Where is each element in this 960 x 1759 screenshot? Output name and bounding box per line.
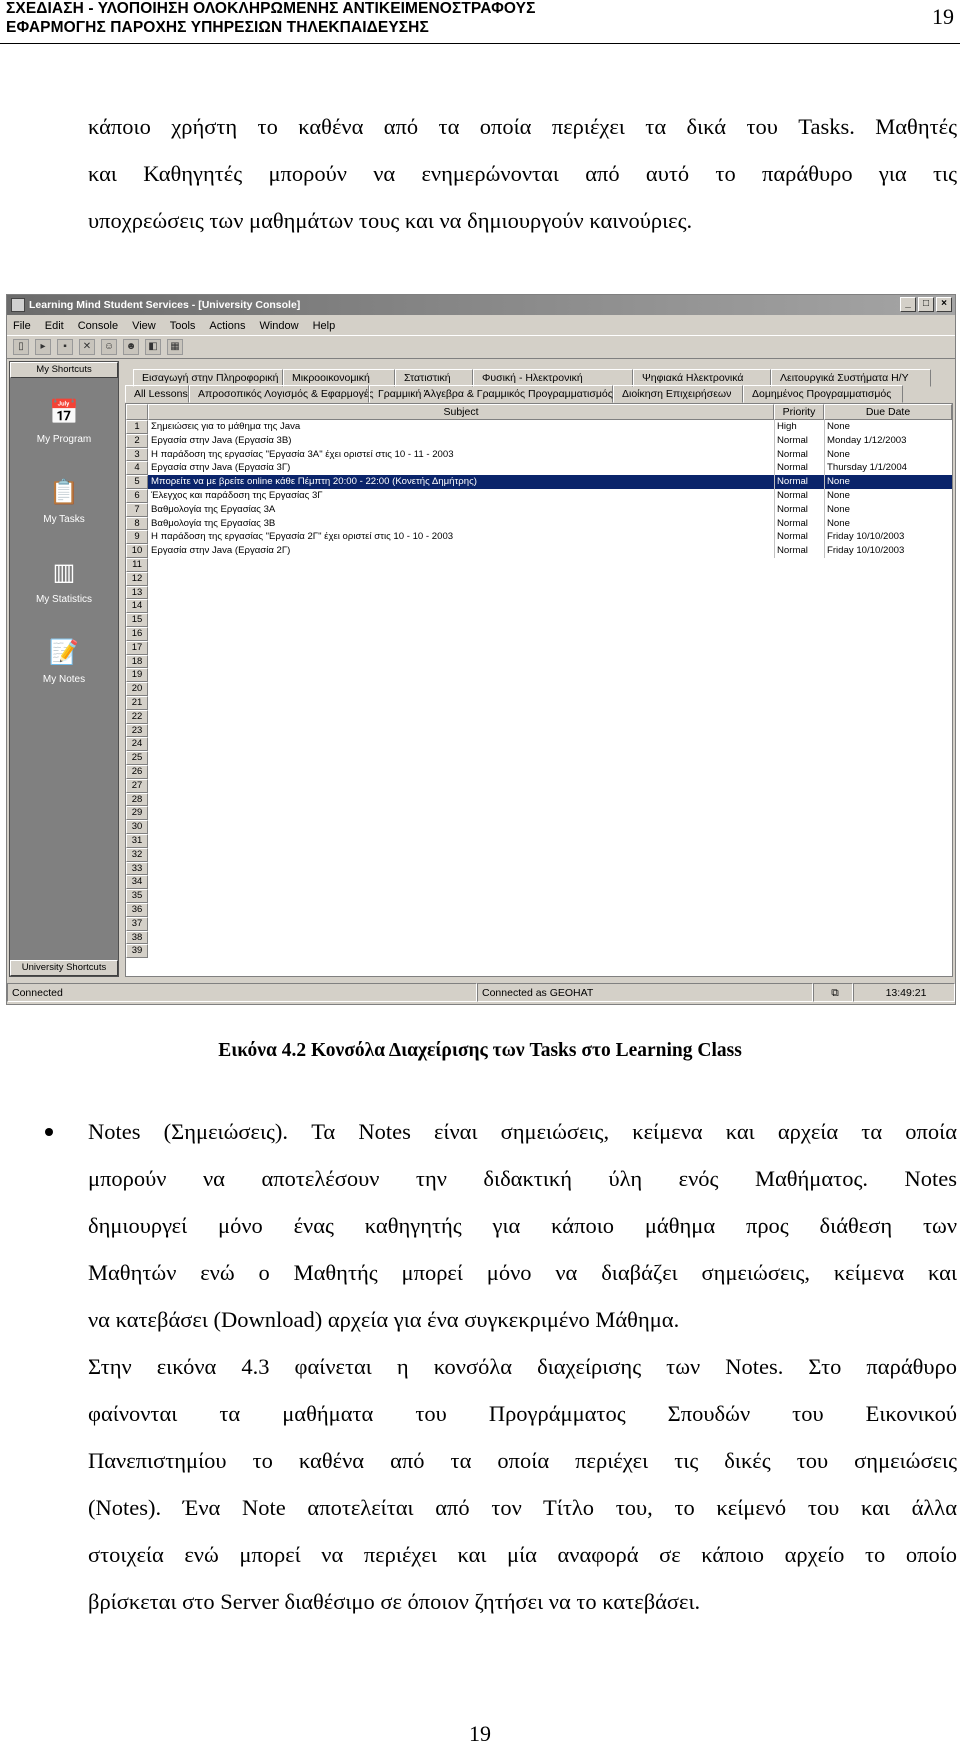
minimize-button[interactable]: _ (900, 297, 916, 312)
text-line: μπορούν να αποτελέσουν την διδακτική ύλη ενός Μαθήματος. Notes (88, 1166, 957, 1191)
table-row[interactable] (126, 862, 952, 876)
task-priority: Normal (777, 490, 808, 501)
table-row[interactable] (126, 917, 952, 931)
header-title-line2: ΕΦΑΡΜΟΓΗΣ ΠΑΡΟΧΗΣ ΥΠΗΡΕΣΙΩΝ ΤΗΛΕΚΠΑΙΔΕΥΣΗΣ (6, 19, 429, 36)
task-subject: Εργασία στην Java (Εργασία 3Β) (151, 434, 292, 446)
task-due-date: Thursday 1/1/2004 (827, 462, 908, 474)
task-subject: Έλεγχος και παράδοση της Εργασίας 3Γ (151, 490, 323, 501)
row-number: 34 (126, 875, 148, 889)
maximize-button[interactable]: □ (918, 297, 934, 312)
row-number: 14 (126, 599, 148, 613)
tab-lesson[interactable]: Δομημένος Προγραμματισμός (743, 385, 903, 403)
tab-lesson[interactable]: Διοίκηση Επιχειρήσεων (613, 385, 743, 403)
task-priority: Normal (777, 434, 808, 446)
row-number: 24 (126, 737, 148, 751)
row-number: 7 (126, 503, 148, 517)
text-line: στοιχεία ενώ μπορεί να περιέχει και μία αναφορά σε κάποιο αρχείο το οποίο (88, 1542, 957, 1567)
table-row[interactable] (126, 655, 952, 669)
row-number: 13 (126, 586, 148, 600)
row-number: 8 (126, 517, 148, 531)
table-row[interactable] (126, 558, 952, 572)
sidebar-item-my-tasks[interactable] (10, 478, 118, 525)
sidebar-item-label: My Program (36, 434, 92, 445)
text-line: κάποιο χρήστη το καθένα από τα οποία περιέχει τα δικά του Tasks. Μαθητές (88, 114, 957, 139)
task-subject: Σημειώσεις για το μάθημα της Java (151, 421, 301, 432)
lesson-tabs-row2 (125, 385, 953, 403)
statistics-icon: ▥ (52, 559, 76, 586)
shortcuts-sidebar (9, 361, 119, 977)
header-page-number: 19 (932, 4, 954, 29)
table-row[interactable] (126, 475, 952, 489)
text-line: να κατεβάσει (Download) αρχεία για ένα συγκεκριμένο Μάθημα. (88, 1307, 680, 1332)
row-number: 28 (126, 793, 148, 807)
table-row[interactable] (126, 434, 952, 448)
table-row[interactable] (126, 544, 952, 558)
split-view-icon[interactable]: ◧ (145, 339, 161, 355)
row-number: 12 (126, 572, 148, 586)
grid-header (126, 404, 952, 420)
table-row[interactable] (126, 737, 952, 751)
sidebar-item-my-statistics[interactable] (10, 558, 118, 605)
open-icon[interactable]: ▸ (35, 339, 51, 355)
bullet-icon (45, 1128, 53, 1136)
row-number: 11 (126, 558, 148, 572)
task-subject: Η παράδοση της εργασίας "Εργασία 2Γ" έχει οριστεί στις 10 - 10 - 2003 (151, 531, 454, 543)
task-priority: Normal (777, 503, 808, 515)
task-due-date: None (827, 503, 850, 515)
menu-window[interactable]: Window (259, 320, 299, 332)
row-number: 32 (126, 848, 148, 862)
running-header (0, 0, 960, 44)
table-row[interactable] (126, 682, 952, 696)
text-line: βρίσκεται στο Server διαθέσιμο σε όποιον ζητήσει να το κατεβάσει. (88, 1589, 701, 1614)
table-row[interactable] (126, 696, 952, 710)
menu-tools[interactable]: Tools (169, 320, 196, 332)
row-number: 25 (126, 751, 148, 765)
row-number: 20 (126, 682, 148, 696)
text-line: δημιουργεί μόνο ένας καθηγητής για κάποιο μάθημα προς διάθεση των (88, 1213, 957, 1238)
task-due-date: None (827, 448, 850, 460)
table-row[interactable] (126, 834, 952, 848)
app-screenshot (6, 294, 956, 1005)
calendar-icon: 📅 (49, 399, 79, 426)
column-header-due-date[interactable]: Due Date (824, 404, 952, 420)
menu-view[interactable]: View (132, 320, 156, 332)
save-icon[interactable]: ▪ (57, 339, 73, 355)
menu-edit[interactable]: Edit (44, 320, 64, 332)
text-line: και Καθηγητές μπορούν να ενημερώνονται από αυτό το παράθυρο για τις (88, 161, 957, 186)
row-number: 16 (126, 627, 148, 641)
task-due-date: Friday 10/10/2003 (827, 545, 905, 557)
task-priority: Normal (777, 531, 808, 543)
delete-icon[interactable]: ✕ (79, 339, 95, 355)
sidebar-item-label: My Tasks (43, 514, 85, 525)
notes-paragraph (88, 1108, 957, 1625)
status-time: 13:49:21 (853, 983, 955, 1002)
text-line: Στην εικόνα 4.3 φαίνεται η κονσόλα διαχείρισης των Notes. Στο παράθυρο (88, 1354, 957, 1379)
table-row[interactable] (126, 461, 952, 475)
groups-icon[interactable]: ☻ (123, 339, 139, 355)
table-row[interactable] (126, 489, 952, 503)
row-number: 15 (126, 613, 148, 627)
task-priority: Normal (777, 476, 808, 488)
row-number: 22 (126, 710, 148, 724)
sidebar-header[interactable]: My Shortcuts (10, 362, 118, 378)
table-row[interactable] (126, 875, 952, 889)
table-row[interactable] (126, 806, 952, 820)
row-number-header (126, 404, 148, 420)
table-row[interactable] (126, 793, 952, 807)
task-due-date: Friday 10/10/2003 (827, 531, 905, 543)
tasks-icon: 📋 (49, 479, 79, 506)
window-titlebar (7, 295, 955, 315)
row-number: 10 (126, 544, 148, 558)
text-line: Μαθητών ενώ ο Μαθητής μπορεί μόνο να διαβάζει σημειώσεις, κείμενα και (88, 1260, 957, 1285)
table-row[interactable] (126, 572, 952, 586)
row-number: 39 (126, 944, 148, 958)
row-number: 1 (126, 420, 148, 434)
row-number: 38 (126, 931, 148, 945)
table-row[interactable] (126, 779, 952, 793)
row-number: 19 (126, 668, 148, 682)
table-row[interactable] (126, 599, 952, 613)
menu-console[interactable]: Console (77, 320, 119, 332)
row-number: 30 (126, 820, 148, 834)
row-number: 17 (126, 641, 148, 655)
table-row[interactable] (126, 420, 952, 434)
table-row[interactable] (126, 517, 952, 531)
table-row[interactable] (126, 931, 952, 945)
menu-bar (7, 317, 335, 335)
task-subject: Εργασία στην Java (Εργασία 2Γ) (151, 545, 291, 557)
app-icon (11, 298, 25, 312)
row-number: 37 (126, 917, 148, 931)
table-row[interactable] (126, 710, 952, 724)
task-due-date: Monday 1/12/2003 (827, 434, 907, 446)
new-icon[interactable]: ▯ (13, 339, 29, 355)
tab-lesson[interactable]: Γραμμική Άλγεβρα & Γραμμικός Προγραμματισμός (369, 385, 613, 403)
tab-lesson[interactable]: Στατιστική (395, 369, 473, 387)
task-subject: Βαθμολογία της Εργασίας 3Β (151, 517, 276, 529)
table-row[interactable] (126, 724, 952, 738)
table-row[interactable] (126, 751, 952, 765)
row-number: 18 (126, 655, 148, 669)
tab-all-lessons[interactable]: All Lessons (125, 385, 189, 403)
table-row[interactable] (126, 503, 952, 517)
notes-icon: 📝 (49, 639, 79, 666)
table-row[interactable] (126, 889, 952, 903)
table-row[interactable] (126, 530, 952, 544)
row-number: 23 (126, 724, 148, 738)
row-number: 2 (126, 434, 148, 448)
row-number: 6 (126, 489, 148, 503)
table-row[interactable] (126, 765, 952, 779)
table-row[interactable] (126, 641, 952, 655)
figure-caption: Εικόνα 4.2 Κονσόλα Διαχείρισης των Tasks στο Learning Class (218, 1040, 742, 1061)
tab-lesson[interactable]: Απροσοπικός Λογισμός & Εφαρμογές (189, 385, 369, 403)
table-row[interactable] (126, 627, 952, 641)
task-due-date: None (827, 421, 850, 432)
status-user: Connected as GEOHAT (477, 983, 813, 1002)
row-number: 21 (126, 696, 148, 710)
row-number: 3 (126, 448, 148, 462)
row-number: 9 (126, 530, 148, 544)
status-bar (7, 983, 955, 1003)
column-header-priority[interactable]: Priority (774, 404, 824, 420)
sidebar-item-label: My Notes (42, 674, 86, 685)
row-number: 5 (126, 475, 148, 489)
task-subject: Βαθμολογία της Εργασίας 3Α (151, 503, 276, 515)
task-priority: Normal (777, 517, 808, 529)
table-row[interactable] (126, 586, 952, 600)
toolbar (7, 335, 955, 359)
sidebar-item-label: My Statistics (35, 594, 93, 605)
text-line: Πανεπιστημίου το καθένα από τα οποία περιέχει τις δικές του σημειώσεις (88, 1448, 957, 1473)
task-subject: Μπορείτε να με βρείτε online κάθε Πέμπτη 20:00 - 22:00 (Κονετής Δημήτρης) (151, 476, 477, 488)
table-row[interactable] (126, 448, 952, 462)
task-due-date: None (827, 476, 850, 488)
close-button[interactable]: × (936, 297, 952, 312)
tab-lesson[interactable]: Ψηφιακά Ηλεκτρονικά (633, 369, 771, 387)
tasks-grid (125, 403, 953, 977)
table-row[interactable] (126, 668, 952, 682)
task-due-date: None (827, 490, 850, 501)
users-icon[interactable]: ☺ (101, 339, 117, 355)
table-row[interactable] (126, 613, 952, 627)
task-priority: Normal (777, 462, 808, 474)
tab-lesson[interactable]: Λειτουργικά Συστήματα Η/Υ (771, 369, 931, 387)
text-line: υποχρεώσεις των μαθημάτων τους και να δημιουργούν καινούριες. (88, 208, 693, 233)
footer-page-number: 19 (469, 1721, 491, 1746)
text-line: (Notes). Ένα Note αποτελείται από τον Τίτλο του, το κείμενό του και άλλα (88, 1495, 957, 1520)
table-row[interactable] (126, 944, 952, 958)
tab-lesson[interactable]: Μικροοικονομική (283, 369, 395, 387)
column-header-subject[interactable]: Subject (148, 404, 774, 420)
table-row[interactable] (126, 848, 952, 862)
text-line: Notes (Σημειώσεις). Τα Notes είναι σημειώσεις, κείμενα και αρχεία τα οποία (88, 1119, 957, 1144)
row-number: 33 (126, 862, 148, 876)
menu-actions[interactable]: Actions (209, 320, 246, 332)
tab-lesson[interactable]: Εισαγωγή στην Πληροφορική (133, 369, 283, 387)
row-number: 29 (126, 806, 148, 820)
table-row[interactable] (126, 903, 952, 917)
task-priority: Normal (777, 448, 808, 460)
status-connection: Connected (7, 983, 477, 1002)
intro-paragraph (88, 103, 957, 244)
sidebar-footer[interactable]: University Shortcuts (10, 960, 118, 976)
task-priority: Normal (777, 545, 808, 557)
sidebar-item-my-notes[interactable] (10, 638, 118, 685)
task-due-date: None (827, 517, 850, 529)
header-title-line1: ΣΧΕΔΙΑΣΗ - ΥΛΟΠΟΙΗΣΗ ΟΛΟΚΛΗΡΩΜΕΝΗΣ ΑΝΤΙΚΕΙΜΕΝΟΣΤΡΑΦΟΥΣ (6, 0, 536, 17)
row-number: 26 (126, 765, 148, 779)
text-line: φαίνονται τα μαθήματα του Προγράμματος Σπουδών του Εικονικού (88, 1401, 957, 1426)
window-controls (900, 297, 952, 312)
grid-view-icon[interactable]: ▦ (167, 339, 183, 355)
row-number: 36 (126, 903, 148, 917)
row-number: 27 (126, 779, 148, 793)
task-subject: Η παράδοση της εργασίας "Εργασία 3Α" έχει οριστεί στις 10 - 11 - 2003 (151, 448, 454, 460)
row-number: 31 (126, 834, 148, 848)
row-number: 35 (126, 889, 148, 903)
window-title: Learning Mind Student Services - [University Console] (29, 299, 301, 311)
table-row[interactable] (126, 820, 952, 834)
tab-lesson[interactable]: Φυσική - Ηλεκτρονική (473, 369, 633, 387)
row-number: 4 (126, 461, 148, 475)
network-icon: ⧉ (813, 983, 853, 1002)
sidebar-item-my-program[interactable] (10, 398, 118, 445)
task-subject: Εργασία στην Java (Εργασία 3Γ) (151, 462, 291, 474)
task-priority: High (777, 421, 797, 432)
menu-file[interactable]: File (13, 320, 31, 332)
menu-help[interactable]: Help (312, 320, 336, 332)
